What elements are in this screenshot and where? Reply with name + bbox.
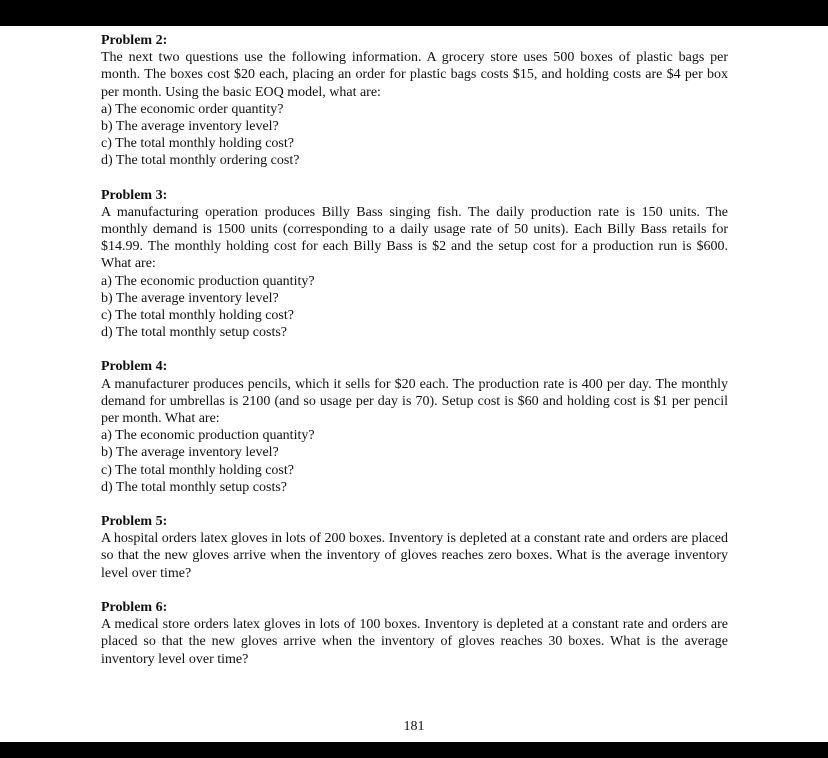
question-c: c) The total monthly holding cost? [101, 308, 294, 324]
problem-4 [101, 358, 728, 496]
question-b: b) The average inventory level? [101, 290, 279, 306]
problem-title: Problem 5: [101, 514, 168, 530]
question-d: d) The total monthly ordering cost? [101, 153, 300, 169]
problem-title: Problem 2: [101, 33, 168, 48]
problem-text: The next two questions use the following information. A grocery store uses 500 boxes of plastic bags per month. The boxes cost $20 each, placing an order for plastic bags costs $15, and holding costs are $4 per box per month. Using the basic EOQ model, what are: [101, 50, 728, 100]
question-c: c) The total monthly holding cost? [101, 462, 294, 478]
problem-title: Problem 6: [101, 599, 168, 615]
question-a: a) The economic production quantity? [101, 273, 315, 289]
problem-title: Problem 4: [101, 359, 168, 375]
problem-2 [101, 32, 728, 170]
page-number: 181 [403, 719, 425, 734]
document-page [0, 26, 828, 742]
question-a: a) The economic production quantity? [101, 428, 315, 444]
question-d: d) The total monthly setup costs? [101, 325, 287, 341]
problem-5 [101, 513, 728, 582]
page-content [101, 32, 728, 685]
question-b: b) The average inventory level? [101, 445, 279, 461]
question-c: c) The total monthly holding cost? [101, 136, 294, 152]
question-d: d) The total monthly setup costs? [101, 479, 287, 495]
problem-text: A medical store orders latex gloves in lots of 100 boxes. Inventory is depleted at a constant rate and orders are placed so that the new gloves arrive when the inventory of gloves reaches 30 boxes. What is the average inventory level over time? [101, 617, 728, 667]
problem-text: A manufacturing operation produces Billy Bass singing fish. The daily production rate is 150 units. The monthly demand is 1500 units (corresponding to a daily usage rate of 50 units). Each Billy Bass retails for $14.99. The monthly holding cost for each Billy Bass is $2 and the setup cost for a production run is $600. What are: [101, 204, 728, 272]
problem-3 [101, 187, 728, 342]
problem-title: Problem 3: [101, 187, 168, 203]
problem-text: A manufacturer produces pencils, which it sells for $20 each. The production rate is 400 per day. The monthly demand for umbrellas is 2100 (and so usage per day is 70). Setup cost is $60 and holding cost is $1 per pencil per month. What are: [101, 376, 728, 427]
question-b: b) The average inventory level? [101, 119, 279, 135]
problem-text: A hospital orders latex gloves in lots of 200 boxes. Inventory is depleted at a constant rate and orders are placed so that the new gloves arrive when the inventory of gloves reaches zero boxes. What is the average inventory level over time? [101, 531, 728, 581]
problem-6 [101, 599, 728, 668]
question-a: a) The economic order quantity? [101, 101, 284, 117]
